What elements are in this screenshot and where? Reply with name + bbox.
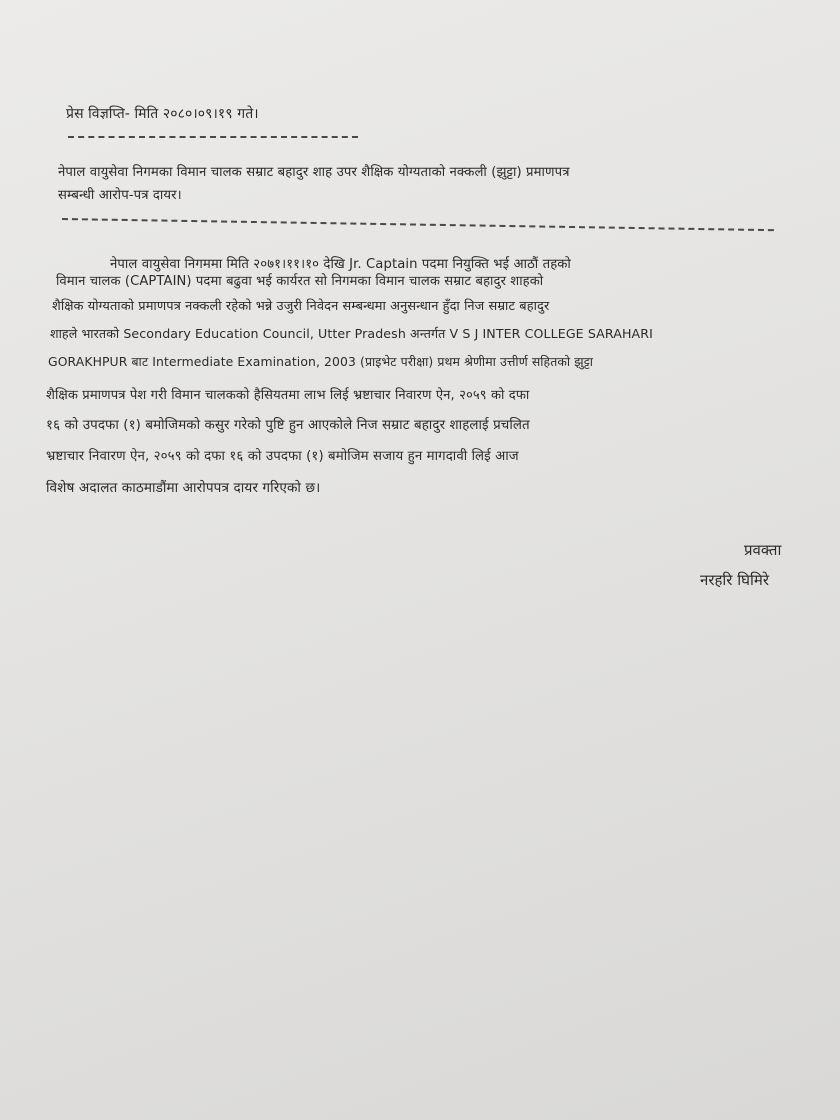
subject-divider (62, 218, 774, 231)
body-line: १६ को उपदफा (१) बमोजिमको कसुर गरेको पुष्टि हुन आएकोले निज सम्राट बहादुर शाहलाई प्रचलित (46, 418, 530, 433)
body-line: विमान चालक (CAPTAIN) पदमा बढुवा भई कार्यरत सो निगमका विमान चालक सम्राट बहादुर शाहको (56, 274, 544, 289)
signature-name: नरहरि घिमिरे (700, 571, 769, 589)
body-line: भ्रष्टाचार निवारण ऐन, २०५९ को दफा १६ को उपदफा (१) बमोजिम सजाय हुन मागदावी लिई आज (46, 449, 519, 464)
subject-line-2: सम्बन्धी आरोप-पत्र दायर। (58, 188, 182, 203)
body-line: नेपाल वायुसेवा निगममा मिति २०७१।११।१० देखि Jr. Captain पदमा नियुक्ति भई आठौं तहको (110, 257, 571, 272)
press-release-header: प्रेस विज्ञप्ति- मिति २०८०।०९।१९ गते। (66, 106, 259, 122)
subject-line-1: नेपाल वायुसेवा निगमका विमान चालक सम्राट बहादुर शाह उपर शैक्षिक योग्यताको नक्कली (झुट्टा) प्रमाणपत्र (58, 165, 570, 180)
body-line: GORAKHPUR बाट Intermediate Examination, 2003 (प्राइभेट परीक्षा) प्रथम श्रेणीमा उत्तीर्ण सहितको झुट्टा (48, 354, 594, 369)
signature-title: प्रवक्ता (744, 541, 782, 559)
header-divider (68, 136, 358, 138)
body-line: शाहले भारतको Secondary Education Council, Utter Pradesh अन्तर्गत V S J INTER COLLEGE SARAHARI (50, 326, 653, 341)
body-line: शैक्षिक योग्यताको प्रमाणपत्र नक्कली रहेको भन्ने उजुरी निवेदन सम्बन्धमा अनुसन्धान हुँदा निज सम्राट बहादुर (52, 299, 550, 314)
body-line: शैक्षिक प्रमाणपत्र पेश गरी विमान चालकको हैसियतमा लाभ लिई भ्रष्टाचार निवारण ऐन, २०५९ को दफा (46, 388, 530, 403)
body-line: विशेष अदालत काठमाडौंमा आरोपपत्र दायर गरिएको छ। (46, 480, 321, 496)
